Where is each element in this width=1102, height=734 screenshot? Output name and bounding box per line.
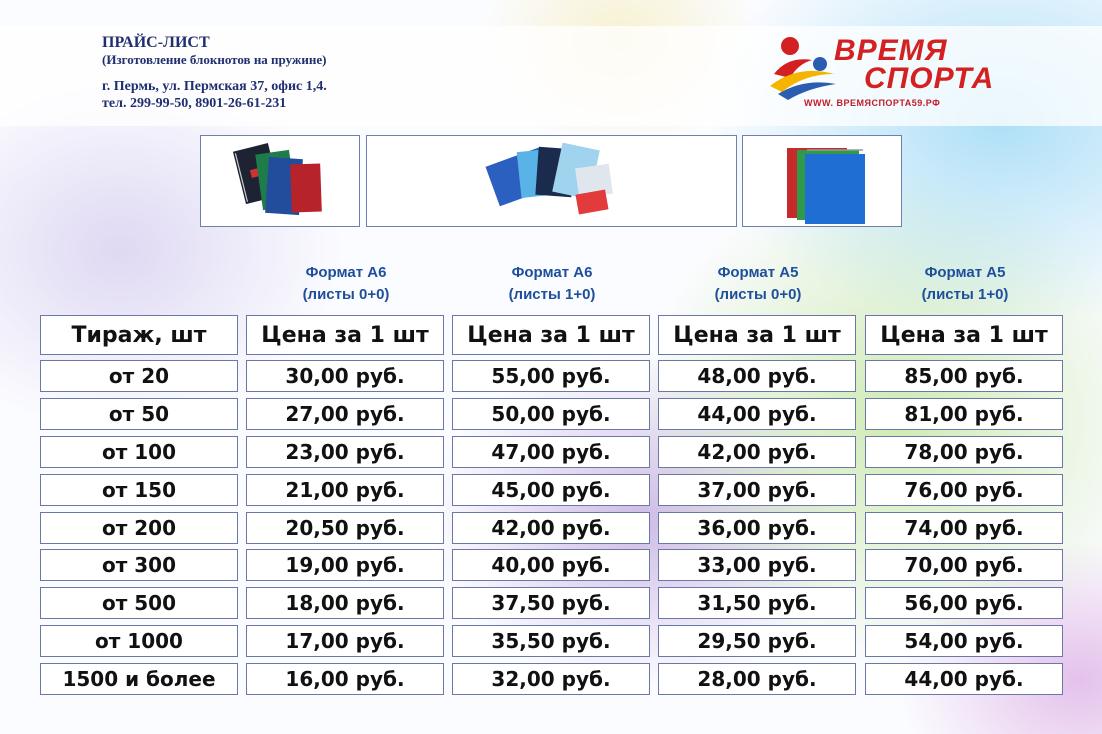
table-cell-price: 28,00 руб. xyxy=(658,663,856,695)
product-photo-1 xyxy=(200,135,360,227)
table-cell-price: 50,00 руб. xyxy=(452,398,650,430)
table-cell-price: 27,00 руб. xyxy=(246,398,444,430)
table-cell-price: 32,00 руб. xyxy=(452,663,650,695)
logo-emblem-icon xyxy=(768,34,838,104)
column-format: Формат А5 xyxy=(717,264,799,281)
table-header-cell: Цена за 1 шт xyxy=(452,315,650,355)
table-cell-price: 36,00 руб. xyxy=(658,512,856,544)
table-cell-price: 23,00 руб. xyxy=(246,436,444,468)
column-format: Формат А6 xyxy=(305,264,387,281)
page-title: ПРАЙС-ЛИСТ xyxy=(102,34,210,51)
table-cell-price: 17,00 руб. xyxy=(246,625,444,657)
table-cell-price: 42,00 руб. xyxy=(452,512,650,544)
page-subtitle: (Изготовление блокнотов на пружине) xyxy=(102,52,327,67)
table-cell-price: 56,00 руб. xyxy=(865,587,1063,619)
table-cell-quantity: от 50 xyxy=(40,398,238,430)
column-sheets: (листы 1+0) xyxy=(508,286,596,303)
table-cell-price: 40,00 руб. xyxy=(452,549,650,581)
logo-word-2: СПОРТА xyxy=(864,62,995,95)
table-header-cell: Тираж, шт xyxy=(40,315,238,355)
logo xyxy=(768,30,1008,116)
table-cell-price: 31,50 руб. xyxy=(658,587,856,619)
table-cell-price: 54,00 руб. xyxy=(865,625,1063,657)
table-cell-price: 74,00 руб. xyxy=(865,512,1063,544)
table-cell-price: 45,00 руб. xyxy=(452,474,650,506)
header-info xyxy=(102,34,327,112)
table-cell-price: 37,50 руб. xyxy=(452,587,650,619)
table-cell-price: 20,50 руб. xyxy=(246,512,444,544)
table-cell-quantity: от 150 xyxy=(40,474,238,506)
table-cell-price: 21,00 руб. xyxy=(246,474,444,506)
table-cell-price: 85,00 руб. xyxy=(865,360,1063,392)
table-cell-price: 19,00 руб. xyxy=(246,549,444,581)
table-cell-price: 37,00 руб. xyxy=(658,474,856,506)
table-cell-price: 18,00 руб. xyxy=(246,587,444,619)
table-cell-price: 47,00 руб. xyxy=(452,436,650,468)
table-cell-quantity: от 1000 xyxy=(40,625,238,657)
table-cell-quantity: от 500 xyxy=(40,587,238,619)
table-cell-quantity: от 200 xyxy=(40,512,238,544)
table-cell-price: 30,00 руб. xyxy=(246,360,444,392)
product-photo-3 xyxy=(742,135,902,227)
table-header-cell: Цена за 1 шт xyxy=(865,315,1063,355)
table-header-cell: Цена за 1 шт xyxy=(658,315,856,355)
column-sheets: (листы 1+0) xyxy=(921,286,1009,303)
logo-url: WWW. ВРЕМЯСПОРТА59.РФ xyxy=(804,98,941,108)
table-cell-quantity: от 100 xyxy=(40,436,238,468)
table-cell-price: 55,00 руб. xyxy=(452,360,650,392)
table-cell-price: 78,00 руб. xyxy=(865,436,1063,468)
product-photo-2 xyxy=(366,135,737,227)
column-format: Формат А6 xyxy=(511,264,593,281)
table-cell-price: 44,00 руб. xyxy=(658,398,856,430)
address: г. Пермь, ул. Пермская 37, офис 1,4. xyxy=(102,79,327,94)
column-heading xyxy=(246,262,446,306)
logo-word-1: ВРЕМЯ xyxy=(834,34,948,67)
table-cell-quantity: от 300 xyxy=(40,549,238,581)
table-cell-price: 16,00 руб. xyxy=(246,663,444,695)
table-cell-quantity: 1500 и более xyxy=(40,663,238,695)
table-cell-price: 81,00 руб. xyxy=(865,398,1063,430)
table-cell-price: 42,00 руб. xyxy=(658,436,856,468)
phone: тел. 299-99-50, 8901-26-61-231 xyxy=(102,96,287,111)
column-sheets: (листы 0+0) xyxy=(302,286,390,303)
table-cell-price: 29,50 руб. xyxy=(658,625,856,657)
column-format: Формат А5 xyxy=(924,264,1006,281)
column-sheets: (листы 0+0) xyxy=(714,286,802,303)
column-heading xyxy=(658,262,858,306)
table-cell-quantity: от 20 xyxy=(40,360,238,392)
table-cell-price: 70,00 руб. xyxy=(865,549,1063,581)
table-cell-price: 35,50 руб. xyxy=(452,625,650,657)
table-cell-price: 76,00 руб. xyxy=(865,474,1063,506)
column-heading xyxy=(452,262,652,306)
table-cell-price: 48,00 руб. xyxy=(658,360,856,392)
table-header-cell: Цена за 1 шт xyxy=(246,315,444,355)
table-cell-price: 44,00 руб. xyxy=(865,663,1063,695)
column-heading xyxy=(865,262,1065,306)
table-cell-price: 33,00 руб. xyxy=(658,549,856,581)
